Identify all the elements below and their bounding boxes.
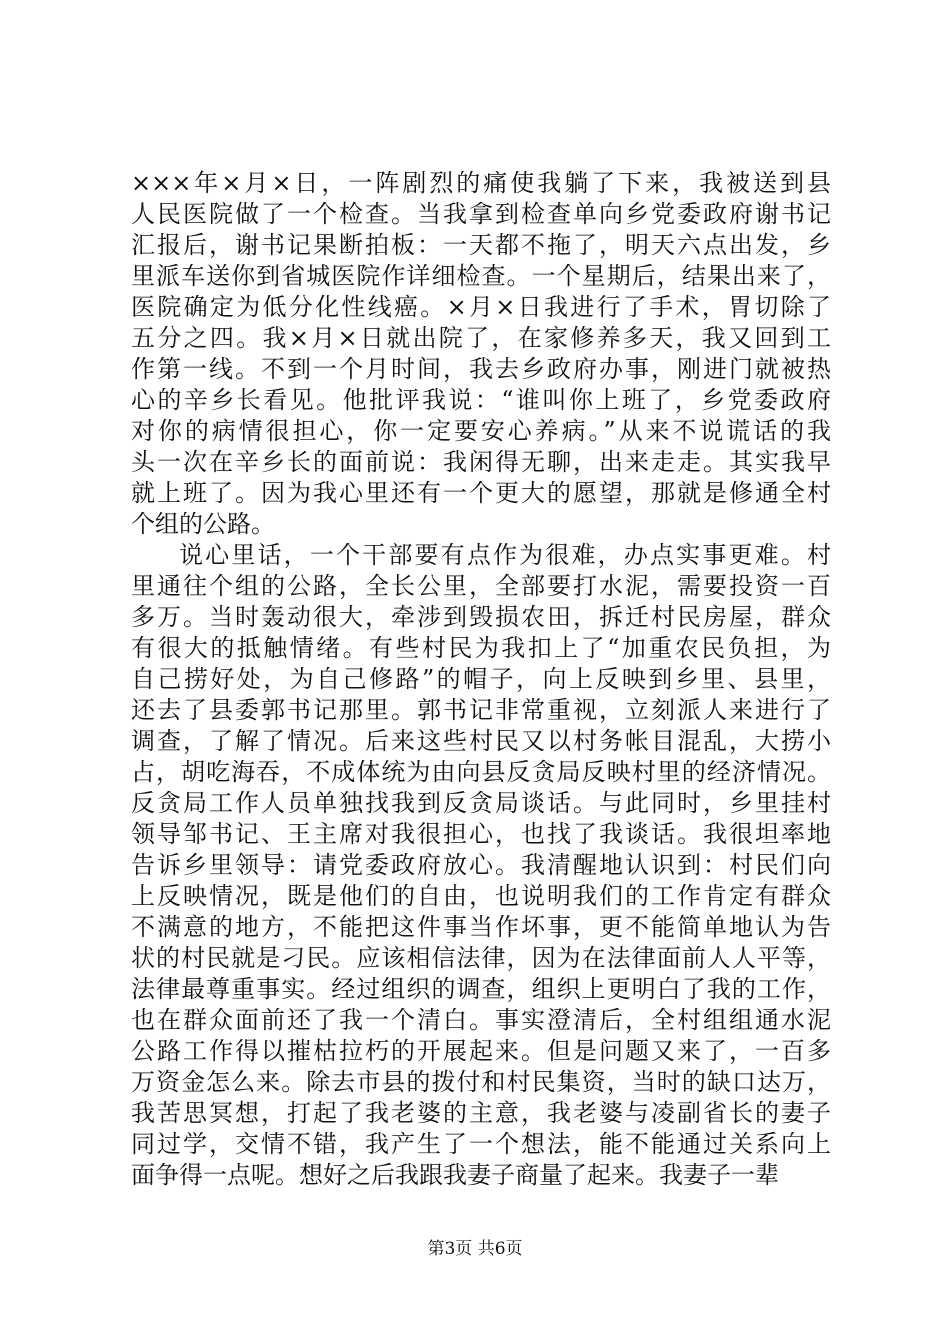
paragraph — [131, 168, 831, 540]
text-line: 法律最尊重事实。经过组织的调查，组织上更明白了我的工作， — [131, 975, 831, 1003]
text-line: 不满意的地方，不能把这件事当作坏事，更不能简单地认为告 — [131, 913, 831, 941]
text-line: 五分之四。我×月×日就出院了，在家修养多天，我又回到工 — [131, 324, 831, 352]
text-line: 人民医院做了一个检查。当我拿到检查单向乡党委政府谢书记 — [131, 200, 831, 228]
text-line: 里派车送你到省城医院作详细检查。一个星期后，结果出来了， — [131, 262, 831, 290]
text-line: 同过学，交情不错，我产生了一个想法，能不能通过关系向上 — [131, 1130, 831, 1158]
text-line: ×××年×月×日，一阵剧烈的痛使我躺了下来，我被送到县 — [131, 169, 831, 197]
text-line: 有很大的抵触情绪。有些村民为我扣上了“加重农民负担，为 — [131, 634, 831, 662]
page-footer: 第3页 共6页 — [427, 1239, 523, 1259]
text-line: 我苦思冥想，打起了我老婆的主意，我老婆与凌副省长的妻子 — [131, 1099, 831, 1127]
text-line: 对你的病情很担心，你一定要安心养病。”从来不说谎话的我 — [131, 417, 831, 445]
text-line: 调查，了解了情况。后来这些村民又以村务帐目混乱，大捞小 — [131, 727, 831, 755]
text-line: 就上班了。因为我心里还有一个更大的愿望，那就是修通全村 — [131, 479, 831, 507]
text-line: 万资金怎么来。除去市县的拨付和村民集资，当时的缺口达万， — [131, 1068, 831, 1096]
text-line: 医院确定为低分化性线癌。×月×日我进行了手术，胃切除了 — [131, 293, 831, 321]
text-line: 还去了县委郭书记那里。郭书记非常重视，立刻派人来进行了 — [131, 696, 831, 724]
text-line: 也在群众面前还了我一个清白。事实澄清后，全村组组通水泥 — [131, 1006, 831, 1034]
text-line: 自己捞好处，为自己修路”的帽子，向上反映到乡里、县里， — [131, 665, 831, 693]
paragraph — [131, 540, 831, 1191]
text-line: 心的辛乡长看见。他批评我说：“谁叫你上班了，乡党委政府 — [131, 386, 831, 414]
text-line: 状的村民就是刁民。应该相信法律，因为在法律面前人人平等， — [131, 944, 831, 972]
text-line: 占，胡吃海吞，不成体统为由向县反贪局反映村里的经济情况。 — [131, 758, 831, 786]
text-line: 公路工作得以摧枯拉朽的开展起来。但是问题又来了，一百多 — [131, 1037, 831, 1065]
text-line: 头一次在辛乡长的面前说：我闲得无聊，出来走走。其实我早 — [131, 448, 831, 476]
text-line: 反贪局工作人员单独找我到反贪局谈话。与此同时，乡里挂村 — [131, 789, 831, 817]
text-line: 里通往个组的公路，全长公里，全部要打水泥，需要投资一百 — [131, 572, 831, 600]
text-line: 个组的公路。 — [131, 510, 275, 538]
text-line: 上反映情况，既是他们的自由，也说明我们的工作肯定有群众 — [131, 882, 831, 910]
text-line: 说心里话，一个干部要有点作为很难，办点实事更难。村 — [179, 541, 831, 569]
text-line: 汇报后，谢书记果断拍板：一天都不拖了，明天六点出发，乡 — [131, 231, 831, 259]
text-line: 领导邹书记、王主席对我很担心，也找了我谈话。我很坦率地 — [131, 820, 831, 848]
text-line: 面争得一点呢。想好之后我跟我妻子商量了起来。我妻子一辈 — [131, 1161, 779, 1189]
body-text — [131, 168, 831, 1191]
text-line: 作第一线。不到一个月时间，我去乡政府办事，刚进门就被热 — [131, 355, 831, 383]
text-line: 告诉乡里领导：请党委政府放心。我清醒地认识到：村民们向 — [131, 851, 831, 879]
text-line: 多万。当时轰动很大，牵涉到毁损农田，拆迁村民房屋，群众 — [131, 603, 831, 631]
